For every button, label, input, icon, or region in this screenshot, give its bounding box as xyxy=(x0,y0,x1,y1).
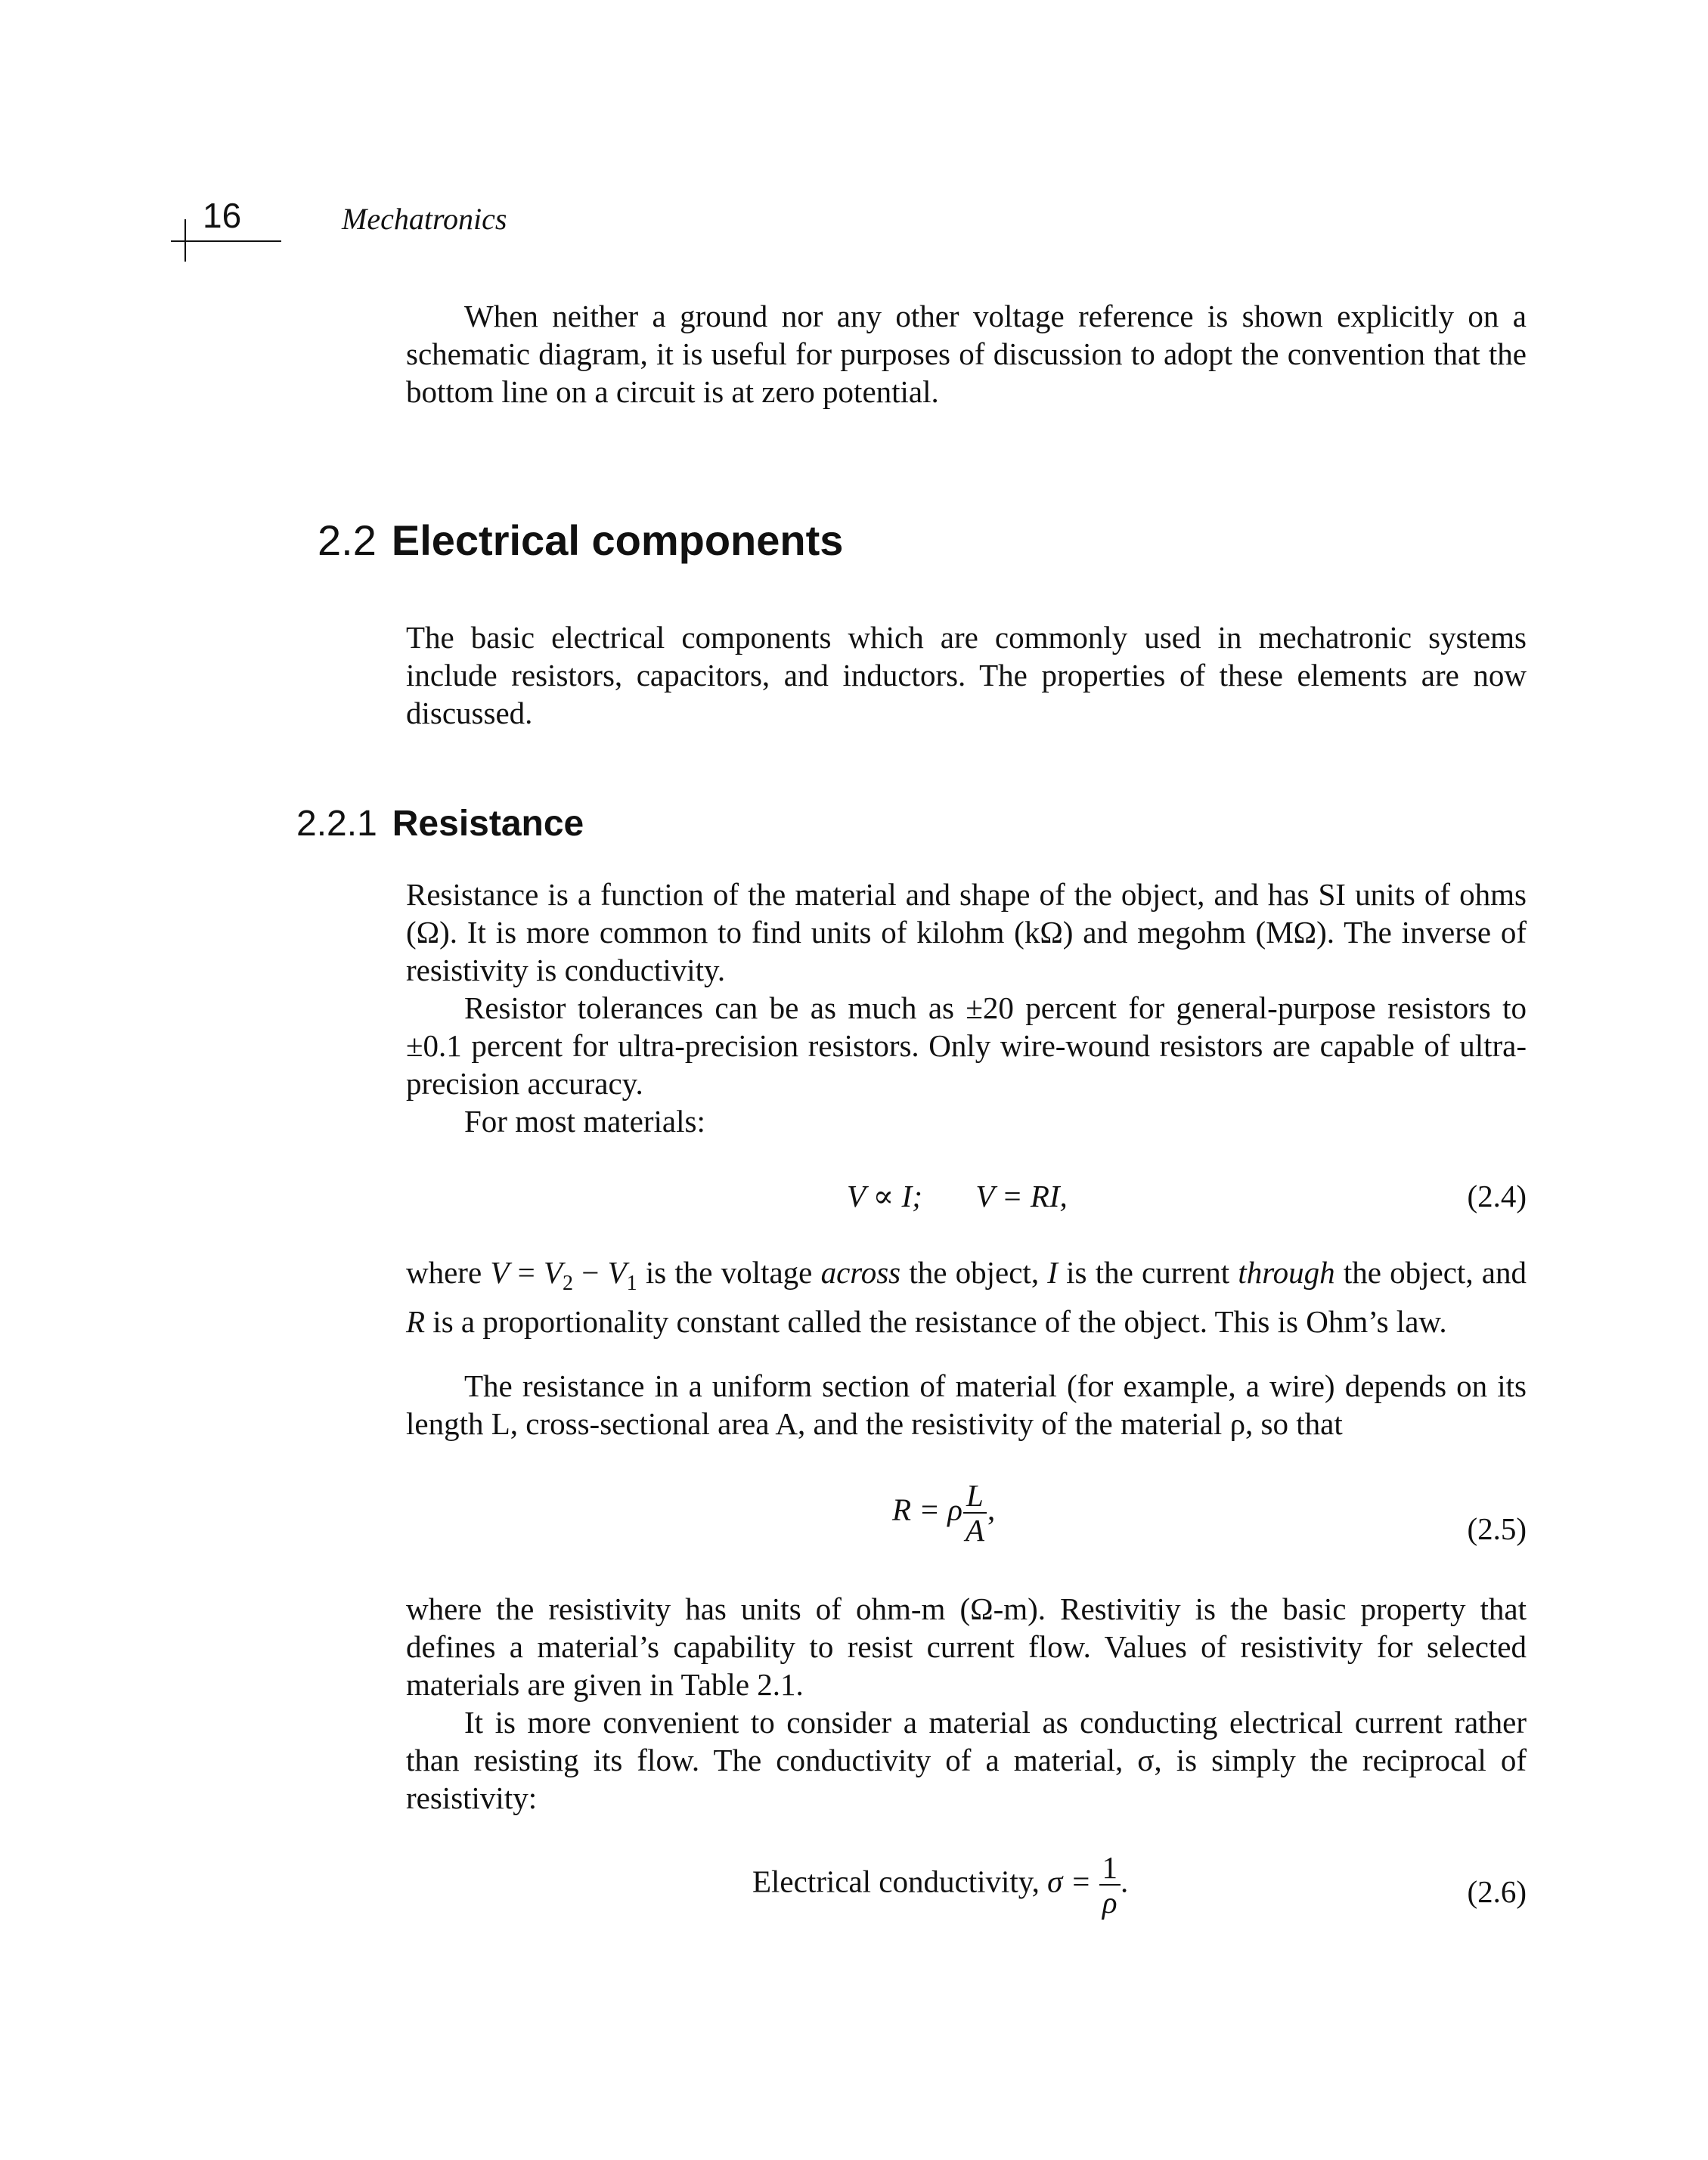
equation-2-4-number: (2.4) xyxy=(1467,1179,1527,1213)
section-heading xyxy=(318,516,843,565)
equation-2-5: R = ρ $\frac{L}{A}$ , xyxy=(892,1478,996,1548)
equation-2-4-rhs: V = RI, xyxy=(975,1179,1068,1213)
equation-2-6: Electrical conductivity, σ = $\frac{1}{\rho}$ . xyxy=(752,1850,1129,1920)
resistance-paragraph-1: Resistance is a function of the material and shape of the object, and has SI units of ohms (Ω). It is more common to find units of kilohm (kΩ) and megohm (MΩ). The inverse of resistivity is conductivity. xyxy=(406,877,1527,987)
resistance-paragraph-7: It is more convenient to consider a material as conducting electrical current rather than resisting its flow. The conductivity of a material, σ, is simply the reciprocal of resistivity: xyxy=(406,1705,1527,1815)
page-number: 16 xyxy=(203,196,242,235)
ohms-law-paragraph: where $V = V_2 - V_1$ is the voltage across the object, I is the current through the object, and R is a proportionality constant called the resistance of the object. This is Ohm’s law. xyxy=(406,1255,1527,1340)
equation-2-4-lhs: V ∝ I; xyxy=(847,1179,922,1213)
equation-2-6-label: Electrical conductivity, xyxy=(752,1864,1048,1899)
crop-mark-horizontal xyxy=(171,240,281,242)
crop-mark-vertical xyxy=(184,219,186,262)
equation-2-6-number: (2.6) xyxy=(1467,1874,1527,1909)
equation-2-5-number: (2.5) xyxy=(1467,1511,1527,1546)
equation-2-6-fraction: $\frac{1}{\rho}$ xyxy=(1099,1851,1121,1919)
section-title: Electrical components xyxy=(391,516,844,564)
running-title: Mechatronics xyxy=(342,202,507,236)
resistance-paragraph-2: Resistor tolerances can be as much as ±20 percent for general-purpose resistors to ±0.1 percent for ultra-precision resistors. Only wire-wound resistors are capable of ultra-precision accuracy. xyxy=(406,990,1527,1101)
resistance-paragraph-6: where the resistivity has units of ohm-m (Ω-m). Restivitiy is the basic property that defines a material’s capability to resist current flow. Values of resistivity for selected materials are given in Table 2.1. xyxy=(406,1591,1527,1702)
equation-2-5-fraction: $\frac{L}{A}$ xyxy=(962,1479,987,1547)
subsection-heading xyxy=(296,803,584,844)
intro-paragraph: When neither a ground nor any other voltage reference is shown explicitly on a schematic diagram, it is useful for purposes of discussion to adopt the convention that the bottom line on a circuit is at zero potential. xyxy=(406,299,1527,409)
subsection-number: 2.2.1 xyxy=(296,804,377,844)
section-paragraph: The basic electrical components which are commonly used in mechatronic systems include resistors, capacitors, and inductors. The properties of these elements are now discussed. xyxy=(406,620,1527,730)
equation-2-4 xyxy=(847,1178,1068,1214)
subsection-title: Resistance xyxy=(392,804,584,844)
resistance-paragraph-5: The resistance in a uniform section of material (for example, a wire) depends on its length L, cross-sectional area A, and the resistivity of the material ρ, so that xyxy=(406,1368,1527,1441)
resistance-paragraph-3: For most materials: xyxy=(464,1104,705,1139)
section-number: 2.2 xyxy=(318,516,377,564)
equation-2-5-lhs: R = ρ xyxy=(892,1492,962,1527)
